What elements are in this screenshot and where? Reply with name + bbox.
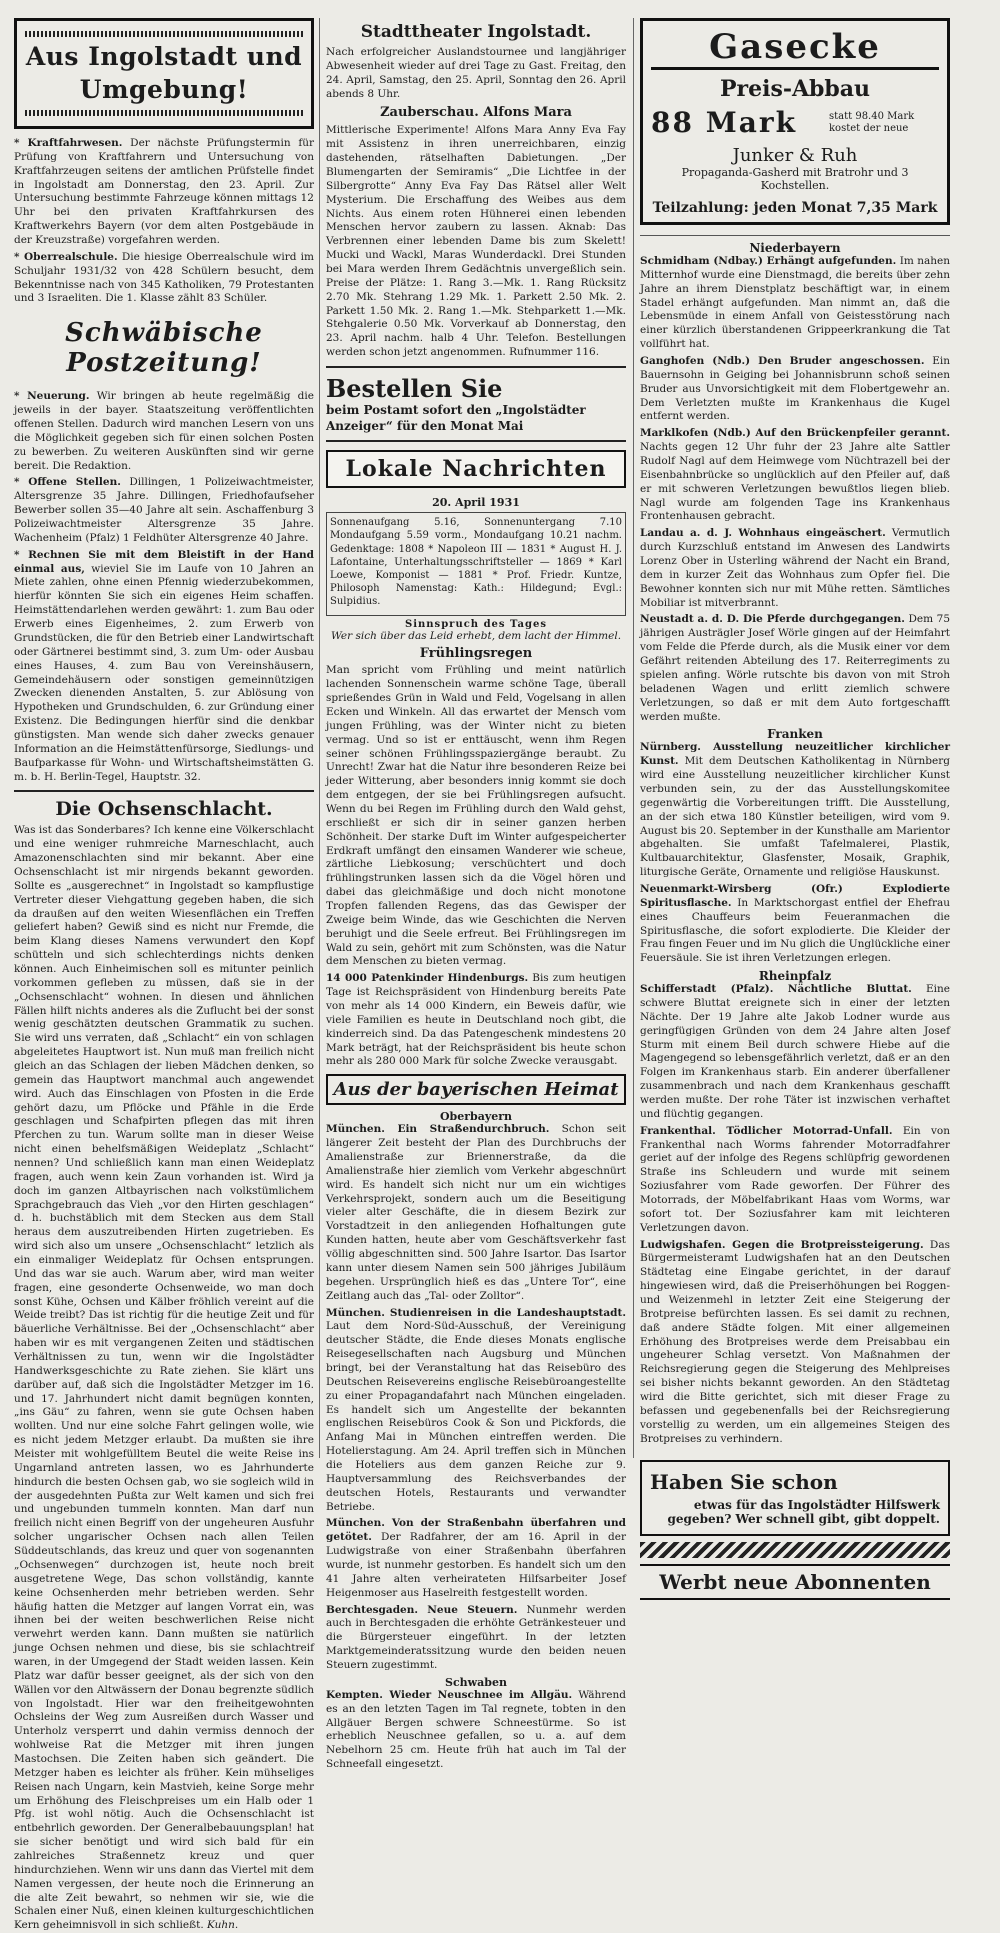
article-landau: Landau a. d. J. Wohnhaus eingeäschert. Vermutlich durch Kurzschluß entstand im Anwesen des Landwirts Lorenz Ober in Usterling während der Nacht ein Brand, dem in kurzer Zeit das Wohnhaus zum Opfer fiel. Die Bewohner konnten sich nur mit Mühe retten. Sämtliches Mobiliar ist mitverbrannt.: [640, 527, 950, 609]
ad2-text: etwas für das Ingolstädter Hilfswerk gegeben? Wer schnell gibt, gibt doppelt.: [667, 1498, 940, 1527]
article-rechnen: * Rechnen Sie mit dem Bleistift in der Hand einmal aus, wieviel Sie im Laufe von 10 Jahren an Miete zahlen, ohne einen Pfennig wiederzubekommen, hierfür könnten Sie sich ein eigenes Heim schaffen. Heimstättendarlehen werden gewährt: 1. zum Bau oder Erwerb eines Eigenheimes, 2. zum Erwerb von Grundstücken, die für den Betrieb einer Landwirtschaft oder Gärtnerei bestimmt sind, 3. zum Um- oder Ausbau eines Hauses, 4. zum Bau von Vereinshäusern, Gemeindehäusern oder sonstigen gemeinnützigen Zwecken dienenden Anstalten, 5. zur Ablösung von Hypotheken und Grundschulden, 6. zur Gründung einer Existenz. Die Bedingungen hierfür sind die denkbar günstigsten. Man wende sich daher zwecks genauer Information an die Heimstättenfürsorge, Siedlungs- und Baufparkasse für Wohn- und Wirtschaftsheimstätten G. m. b. H. Berlin-Tegel, Hauptstr. 32.: [14, 548, 314, 783]
kalender-text: Sonnenaufgang 5.16, Sonnenuntergang 7.10 Mondaufgang 5.59 vorm., Mondaufgang 10.21 nachm. Gedenktage: 1808 * Napoleon III — 1831 * August H. J. Lafontaine, Unterhaltungsschriftsteller — 1869 * Karl Loewe, Komponist — 1881 * Prof. Friedr. Kuntze, Philosoph Namenstag: Kath.: Hildegund; Evgl.: Sulpidius.: [330, 517, 622, 608]
heimat-heading-box: [326, 1074, 626, 1105]
kalender-box: [326, 512, 626, 615]
column-right: [640, 18, 951, 1595]
article-heading-ochsenschlacht: Die Ochsenschlacht.: [55, 798, 273, 821]
lokale-heading-box: [326, 450, 626, 488]
article-schmidham: Schmidham (Ndbay.) Erhängt aufgefunden. Im nahen Mitternhof wurde eine Dienstmagd, die bereits über zehn Jahre an ihrem Dienstplatz beschäftigt war, in einem Stadel erhängt aufgefunden. Man nimmt an, daß die Lebensmüde in einem Anfall von Geistesstörung nach einer kürzlich überstandenen Grippeerkrankung die Tat vollführt hat.: [640, 255, 951, 351]
lokale-heading: Lokale Nachrichten: [345, 456, 607, 483]
region-rheinpfalz: Rheinpfalz: [758, 969, 832, 984]
article-neustadt: Neustadt a. d. D. Die Pferde durchgegangen. Dem 75 jährigen Austrägler Josef Wörle gingen auf der Heimfahrt vom Felde die Pferde durch, als die Musik einer vor dem Gefährt reitenden Abteilung des 17. Reiterregiments zu spielen anfing. Wörle rutschte bis davon von mit Stroh beladenen Wagen und erlitt ziemlich schwere Verletzungen, so daß er mit dem Auto fortgeschafft werden mußte.: [640, 613, 951, 723]
abonnenten-heading: Werbt neue Abonnenten: [640, 1564, 950, 1600]
article-muenchen-2: München. Studienreisen in die Landeshauptstadt. Laut dem Nord-Süd-Ausschuß, der Vereinigung deutscher Städte, die Ende dieses Monats englische Reisegesellschaften nach Augsburg und München bringt, bei der Veranstaltung hat das Reisebüro des Deutschen Reisevereins englische Reisebüroangestellte zu einer Propagandafahrt nach München eingeladen. Es handelt sich um Angestellte der bekannten englischen Reisebüros Cook & Son und Pickfords, die Anfang Mai in München eintreffen werden. Die Hotelierstagung. Am 24. April treffen sich in München die Hoteliers aus dem ganzen Reiche zur 9. Hauptversammlung des Reichsverbandes der deutschen Hotels, Restaurants und verwandter Betriebe.: [326, 1306, 626, 1513]
ad-desc: Propaganda-Gasherd mit Bratrohr und 3 Kochstellen.: [681, 166, 909, 192]
region-schwaben: Schwaben: [445, 1675, 507, 1689]
column-middle: [326, 18, 627, 1771]
article-frankenthal: Frankenthal. Tödlicher Motorrad-Unfall. Ein von Frankenthal nach Worms fahrender Motorradfahrer geriet auf der infolge des Regens schlüpfrig gewordenen Straße ins Schleudern und wurde mit seinem Soziusfahrer vom Rade geworfen. Der Führer des Motorrads, der Möbelfabrikant Haas vom Worms, war sofort tot. Der Soziusfahrer kam mit leichteren Verletzungen davon.: [640, 1124, 950, 1234]
article-kempten: Kempten. Wieder Neuschnee im Allgäu. Während es an den letzten Tagen im Tal regnete, tobten in den Allgäuer Bergen schwere Schneestürme. So ist erheblich Neuschnee gefallen, so u. a. auf dem Nebelhorn 25 cm. Heute früh hat auch im Tal der Schneefall eingesetzt.: [326, 1688, 626, 1771]
section-heading-box: [14, 18, 314, 129]
ad-brand: Junker & Ruh: [732, 145, 858, 166]
ad-gasecke: [640, 18, 950, 225]
ad-hilfswerk: [640, 1460, 950, 1536]
spruch-title: Sinnspruch des Tages: [405, 618, 547, 630]
ad-title: Gasecke: [651, 27, 939, 70]
ad-price: 88 Mark: [651, 106, 798, 139]
ad-payment: Teilzahlung: jeden Monat 7,35 Mark: [652, 200, 938, 216]
ad-price-note: statt 98.40 Mark kostet der neue: [829, 110, 915, 134]
bestellen-title: Bestellen Sie: [326, 374, 503, 404]
column-left: [14, 18, 315, 1932]
region-franken: Franken: [767, 727, 823, 742]
article-ochsenschlacht: Was ist das Sonderbares? Ich kenne eine Völkerschlacht und eine weniger ruhmreiche Marneschlacht, auch Amazonenschlachten sind mir bekannt. Aber eine Ochsenschlacht ist mir nirgends bekannt geworden. Sollte es „ausgerechnet“ in Ingolstadt so kampflustige Vertreter dieser Viehgattung gegeben haben, die sich da draußen auf den weiten Wiesenflächen ein Treffen geliefert haben? Gewiß sind es nicht nur Fremde, die beim Klang dieses Namens verwundert den Kopf schütteln und sich schlechterdings nichts denken können. Auch Einheimischen soll es mitunter peinlich vorkommen gefleben zu müssen, daß sie in der „Ochsenschlacht“ wohnen. In diesen und ähnlichen Fällen hilft nichts anderes als die Zuflucht bei der sonst wenig geschätzten deutschen Grammatik zu suchen. Sie wird uns verraten, daß „Schlacht“ ein von schlagen abgeleitetes Hauptwort ist. Nun muß man freilich nicht gleich an das Schlagen der lieben Mädchen denken, so gemein das Hauptwort manchmal auch angewendet wird. Auch das Einschlagen von Pfosten in die Erde gehört dazu, um Pflöcke und Pfähle in die Erde geschlagen und Schafpirten pflegen das mit ihren Pferchen zu tun. Warum sollte man in dieser Weise nicht einen behelfsmäßigen Weideplatz „Schlacht“ nennen? Und schließlich kann man einen Weideplatz fragen, auch wenn kein Zaun vorhanden ist. Wird ja doch im ganzen Altbayrischen nach volkstümlichem Sprachgebrauch das Vieh „vor den Hirten geschlagen“ d. h. buchstäblich mit dem Stecken aus dem Stall heraus dem auszutreibenden Hirten zugetrieben. Es wird sich also um unsere „Ochsenschlacht“ letzlich als ein einmaliger Weideplatz für Ochsen entsprungen. Und das war sie auch. Warum aber, wird man weiter fragen, eine gesonderte Ochsenweide, wo man doch sonst Kühe, Ochsen und Kälber fröhlich vereint auf die Weide treibt? Das ist richtig für die heutige Zeit und für bäuerliche Verhältnisse. Bei der „Ochsenschlacht“ aber haben wir es mit vergangenen Zeiten und städtischen Verhältnissen zu tun, wenn wir die Ingolstädter Handwerksgeschichte zu Rate ziehen. Sie klärt uns darüber auf, daß sich die Ingolstädter Metzger im 16. und 17. Jahrhundert nicht damit begnügen konnten, „ins Gäu“ zu fahren, wenn sie gute Ochsen haben wollten. Und nur eine solche Fahrt gelingen wolle, wie es nicht jedem Metzger erlaubt. Da mußten sie ihre Meister mit wohlgefülltem Beutel die weite Reise ins Ungarnland antreten lassen, wo es Jahrhunderte hindurch die besten Ochsen gab, wo sie sogleich wild in der ausgedehnten Pußta zur Welt kamen und sich frei und ungebunden tummeln konnten. Man darf nun freilich nicht einen Begriff von der ungeheuren Ausfuhr solcher ungarischer Ochsen nach allen Teilen Süddeutschlands, das kreuz und quer von sogenannten „Ochsenwegen“ durchzogen ist, heute noch breit ausgetretene Wege, Das schon vollständig, kannte keine Ochsenherden mehr betrieben werden. Sehr häufig hatten die Metzger auf langen Vorrat ein, was ihnen bei der weiten beschwerlichen Reise nicht verwehrt werden kann. Dann mußten sie natürlich junge Ochsen nehmen und diese, bis sie schlachtreif waren, in der Umgegend der Stadt weiden lassen. Kein Platz war dafür besser geeignet, als der sich von den Wällen vor den Altwässern der Donau begrenzte südlich von Ingolstadt. Hier war den freiheitgewohnten Ochsleins der Weg zum Ausreißen durch Wasser und Unterholz versperrt und dahin vermiss dennoch der wohlweise Rat die Metzger mit ihren jungen Mastochsen. Die Zeiten haben sich geändert. Die Metzger haben es leichter als früher. Kein mühseliges Reisen nach Ungarn, kein Mastvieh, keine Sorge mehr um Erhöhung des Fleischpreises um ein Halb oder 1 Pfg. ist wohl nötig. Auch die Ochsenschlacht ist entbehrlich geworden. Der Generalbebauungsplan! hat sie sicher benötigt und wird sich bald für ein zahlreiches Straßennetz kreuz und quer hindurchziehen. Wenn wir uns dann das Viertel mit dem Namen vergessen, der heute noch die Erinnerung an die alte Zeit bewahrt, so nehmen wir sie, wie die Schalen einer Nuß, einen kleinen kulturgeschichtlichen Kern geheimnisvoll in sich schließt. Kuhn.: [14, 824, 314, 1932]
theater-heading: Stadttheater Ingolstadt.: [360, 22, 592, 42]
article-ludwigshafen: Ludwigshafen. Gegen die Brotpreissteigerung. Das Bürgermeisteramt Ludwigshafen hat an den Deutschen Städtetag eine Eingabe gerichtet, in der darauf hingewiesen wird, daß die Preiserhöhungen bei Roggen- und Weizenmehl in letzter Zeit eine Steigerung der Brotpreise befürchten lassen. Es sei damit zu rechnen, daß andere Städte folgen. Mit einer allgemeinen Erhöhung des Brotpreises werde dem Preisabbau ein ungeheurer Schlag versetzt. Von Maßnahmen der Reichsregierung gegen die Steigerung des Mehlpreises sei bisher nichts bekannt geworden. An den Städtetag wird die Bitte gerichtet, sich mit dieser Frage zu befassen und gegebenenfalls bei der Reichsregierung vorstellig zu werden, um ein allgemeines Steigen des Brotpreises zu verhindern.: [640, 1238, 950, 1445]
article-muenchen-1: München. Ein Straßendurchbruch. Schon seit längerer Zeit besteht der Plan des Durchbruchs der Amalienstraße zur Briennerstraße, da die Amalienstraße hier ziemlich vom Verkehr abgeschnürt wird. Es handelt sich nicht nur um ein wichtiges Verkehrsprojekt, sondern auch um die Beseitigung vieler alter Geschäfte, die in diesem Bezirk zur Vorstadtzeit in den anliegenden Hofhaltungen gute Kunden hatten, heute aber vom Geschäftsverkehr fast völlig abgeschnitten sind. 500 Jahre Isartor. Das Isartor kann unter diesem Namen sein 500 jähriges Jubiläum begehen. Ursprünglich hieß es das „Untere Tor“, eine Zeitlang auch das „Tal- oder Zolltor“.: [326, 1123, 626, 1302]
date-line: 20. April 1931: [432, 496, 520, 510]
article-oberrealschule: * Oberrealschule. Die hiesige Oberrealschule wird im Schuljahr 1931/32 von 428 Schülern besucht, dem Bekenntnisse nach von 345 Katholiken, 79 Protestanten und 3 Israeliten. Die 1. Klasse zählt 83 Schüler.: [14, 250, 315, 305]
section-heading: Aus Ingolstadt und Umgebung!: [25, 42, 303, 104]
bestellen-box: [326, 374, 626, 434]
ad-subtitle: Preis-Abbau: [719, 76, 871, 102]
zauber-heading: Zauberschau. Alfons Mara: [380, 105, 572, 121]
region-oberbayern: Oberbayern: [439, 1110, 513, 1124]
article-kraftfahrwesen: * Kraftfahrwesen. Der nächste Prüfungstermin für Prüfung von Kraftfahrern und Untersuchung von Kraftfahrzeugen seitens der amtlichen Prüfstelle findet in Ingolstadt am Donnerstag, den 23. April. Zur Untersuchung bestimmte Fahrzeuge können mittags 12 Uhr bei den privaten Kraftfahrkursen des Kraftwerkehrs Bayern (vor dem alten Postgebäude in der Kreuzstraße) vorgefahren werden.: [14, 137, 314, 247]
article-muenchen-3: München. Von der Straßenbahn überfahren und getötet. Der Radfahrer, der am 16. April in der Ludwigstraße von einer Straßenbahn überfahren wurde, ist nunmehr gestorben. Es handelt sich um den 41 Jahre alten verheirateten Hilfsarbeiter Josef Heigenmoser aus Haselreith festgestellt worden.: [326, 1517, 626, 1599]
article-marklkofen: Marklkofen (Ndb.) Auf den Brückenpfeiler gerannt. Nachts gegen 12 Uhr fuhr der 23 Jahre alte Sattler Rudolf Nagl auf dem Heimwege vom Nüchtrazell bei der Eisenbahnbrücke so unglücklich auf den Pfeiler auf, daß er mit schweren Verletzungen bewußtlos liegen blieb. Nagl wurde am folgenden Tage ins Krankenhaus Frontenhausen gebracht.: [640, 427, 950, 523]
heimat-heading: Aus der bayerischen Heimat: [333, 1079, 619, 1101]
article-neuenmarkt: Neuenmarkt-Wirsberg (Ofr.) Explodierte Spiritusflasche. In Marktschorgast entfiel der Ehefrau eines Chauffeurs beim Feueranmachen die Spiritusflasche, die sofort explodierte. Die Kleider der Frau fingen Feuer und im Nu glich die Unglückliche einer Feuersäule. Sie ist ihren Verletzungen erlegen.: [640, 882, 950, 965]
zauber-text: Mittlerische Experimente! Alfons Mara Anny Eva Fay mit Assistenz in ihren unerreichbaren, einzig dastehenden, rätselhaften Dabietungen. „Der Blumengarten der Semiramis“ „Die Lichtfee in der Silbergrotte“ Anny Eva Fay Das Rätsel aller Welt Mysterium. Die Erschaffung des Weibes aus dem Nichts. Aus einem roten Hühnerei einen lebenden Menschen hervor zaubern zu lassen. Aknab: Das Verbrennen einer lebenden Dame bis zum Skelett! Mucki und Wackl, Maras Wunderdackl. Drei Stunden bei Mara werden Ihrem Gedächtnis unvergeßlich sein. Preise der Plätze: 1. Rang 3.—Mk. 1. Rang Rücksitz 2.70 Mk. Stehrang 1.29 Mk. 1. Parkett 2.50 Mk. 2. Parkett 1.50 Mk. 2. Rang 1.—Mk. Stehparkett 1.—Mk. Stehgalerie 0.50 Mk. Vorverkauf ab Donnerstag, den 23. April nachm. halb 4 Uhr. Telefon. Bestellungen werden schon jetzt angenommen. Rufnummer 116.: [326, 124, 626, 359]
article-neuerung: * Neuerung. Wir bringen ab heute regelmäßig die jeweils in der bayer. Staatszeitung veröffentlichten offenen Stellen. Dadurch wird manchen Lesern von uns die Möglichkeit gegeben sich für einen solchen Posten zu bewerben. Zu weiteren Auskünften sind wir gerne bereit. Die Redaktion.: [14, 390, 314, 472]
article-berchtesgaden: Berchtesgaden. Neue Steuern. Nunmehr werden auch in Berchtesgaden die erhöhte Getränkesteuer und die Bürgersteuer eingeführt. In der letzten Marktgemeinderatssitzung wurde den beiden neuen Steuern zugestimmt.: [326, 1603, 626, 1671]
script-heading: Schwäbische Postzeitung!: [65, 318, 263, 379]
ad2-title: Haben Sie schon: [650, 1470, 838, 1495]
region-niederbayern: Niederbayern: [749, 241, 841, 255]
fruehling-heading: Frühlingsregen: [419, 646, 533, 662]
article-nuernberg: Nürnberg. Ausstellung neuzeitlicher kirchlicher Kunst. Mit dem Deutschen Katholikentag in Nürnberg wird eine Ausstellung neuzeitlicher kirchlicher Kunst verbunden sein, zu der das Ausstellungskomitee gegenwärtig die Vorbereitungen trifft. Die Ausstellung, an der sich etwa 180 Künstler beteiligen, wird vom 9. August bis 20. September in der Kunsthalle am Marientor abgehalten. Sie umfaßt Tafelmalerei, Plastik, Kultbauarchitektur, Glasfenster, Mosaik, Graphik, liturgische Geräte, Ornamente und religiöse Hauskunst.: [640, 741, 950, 879]
article-offene-stellen: * Offene Stellen. Dillingen, 1 Polizeiwachtmeister, Altersgrenze 35 Jahre. Dillingen, Friedhofaufseher Bewerber sollen 35—40 Jahre alt sein. Aschaffenburg 3 Polizeiwachtmeister Altersgrenze 35 Jahre. Wachenheim (Pfalz) 1 Feldhüter Altersgrenze 40 Jahre.: [14, 476, 315, 544]
article-ganghofen: Ganghofen (Ndb.) Den Bruder angeschossen. Ein Bauernsohn in Geiging bei Johannisbrunn schoß seinen Bruder aus Unvorsichtigkeit mit dem Flobertgewehr an. Dem Verletzten mußte im Krankenhaus die Kugel entfernt werden.: [640, 355, 951, 423]
article-schifferstadt: Schifferstadt (Pfalz). Nächtliche Bluttat. Eine schwere Bluttat ereignete sich in einer der letzten Nächte. Der 19 Jahre alte Jakob Lodner wurde aus geringfügigen Gründen von dem 24 Jahre alten Josef Sturm mit einem Beil durch schwere Hiebe auf die Magengegend so lebensgefährlich verletzt, daß er an den Folgen im Krankenhaus starb. Ein anderer überfallener zusammenbrach und nach dem Krankenhaus geschafft werden mußte. Der rohe Täter ist inzwischen verhaftet und flüchtig gegangen.: [640, 983, 950, 1120]
article-patenkinder: 14 000 Patenkinder Hindenburgs. Bis zum heutigen Tage ist Reichspräsident von Hindenburg bereits Pate von mehr als 14 000 Kindern, ein Beweis dafür, wie viele Familien es heute in Deutschland noch gibt, die kinderreich sind. Da das Patengeschenk mindestens 20 Mark beträgt, hat der Reichspräsident bis heute schon mehr als 280 000 Mark für solche Zwecke verausgabt.: [326, 972, 627, 1068]
theater-text: Nach erfolgreicher Auslandstournee und langjähriger Abwesenheit wieder auf drei Tage zu Gast. Freitag, den 24. April, Samstag, den 25. April, Sonntag den 26. April abends 8 Uhr.: [326, 46, 626, 100]
spruch-text: Wer sich über das Leid erhebt, dem lacht der Himmel.: [330, 629, 622, 642]
bestellen-subtitle: beim Postamt sofort den „Ingolstädter Anzeiger“ für den Monat Mai: [326, 403, 586, 433]
fruehling-text: Man spricht vom Frühling und meint natürlich lachenden Sonnenschein warme schöne Tage, überall sprießendes Grün in Wald und Feld, Vogelsang in allen Ecken und Winkeln. All das erwartet der Mensch vom jungen Frühling, was der Winter nicht zu bieten vermag. Und so ist er enttäuscht, wenn ihm Regen seiner schönen Frühlingsspaziergänge beraubt. Zu Unrecht! Zwar hat die Natur ihre besonderen Reize bei jeder Witterung, aber besonders innig kommt sie doch dem entgegen, der sie bei Frühlingsregen aufsucht. Wenn du bei Regen im Frühling durch den Wald gehst, erschließt er sich dir in seiner ganzen herben Schönheit. Der starke Duft im Winter aufgespeicherter Erdkraft umfängt den einsamen Wanderer wie scheue, zärtliche Liebkosung; verschüchtert und doch frühlingstrunken lassen sich da die Vögel hören und dabei das gleichmäßige und doch nicht monotone Tropfen fallenden Regens, das das Gewisper der Zweige beim Winde, das wie Geschichten die Nerven beruhigt und die Seele erfreut. Bei Frühlingsregen im Wald zu sein, gehört mit zum Schönsten, was die Natur dem Menschen zu bieten vermag.: [326, 664, 626, 968]
